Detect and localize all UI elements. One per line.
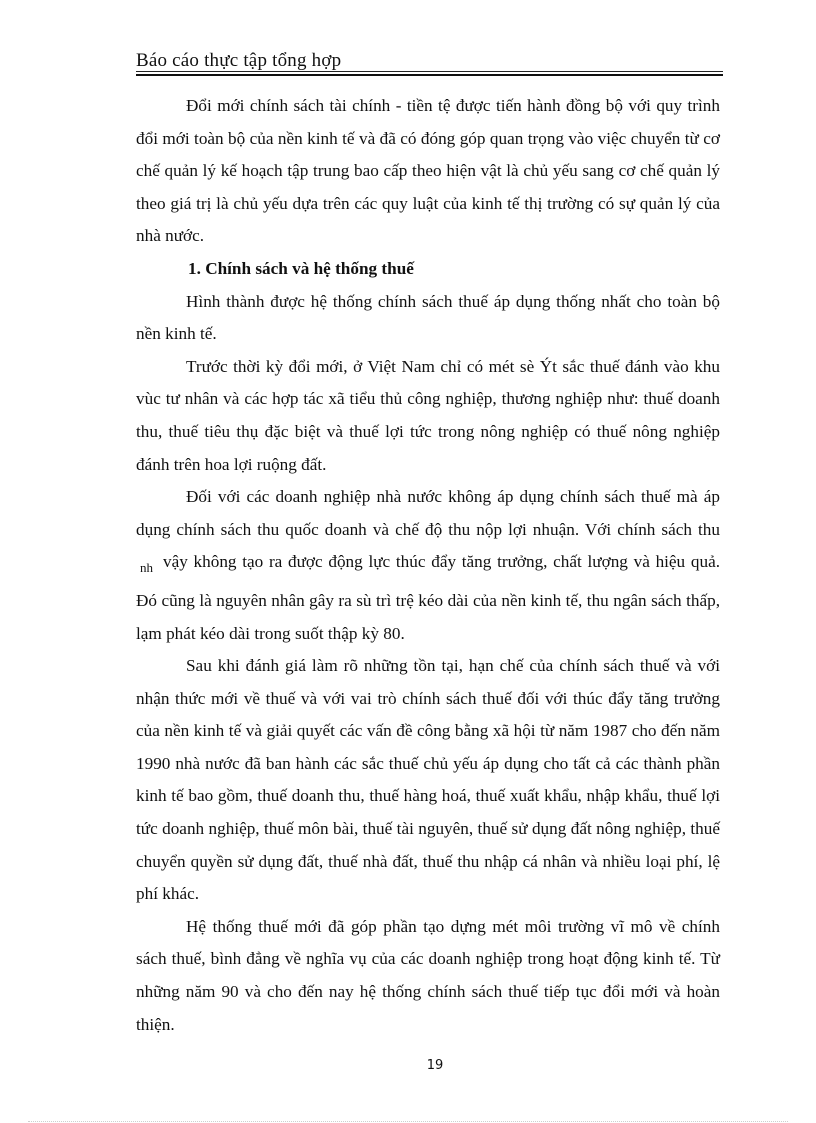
paragraph-3: Trước thời kỳ đổi mới, ở Việt Nam chỉ có mét sè Ýt sắc thuế đánh vào khu vùc tư nhân và các hợp tác xã tiểu thủ công nghiệp, thương nghiệp như: thuế doanh thu, thuế tiêu thụ đặc biệt và thuế lợi tức trong nông nghiệp có thuế nông nghiệp đánh trên hoa lợi ruộng đất.: [136, 356, 720, 474]
body-text: [136, 90, 720, 1041]
paragraph-1: Đổi mới chính sách tài chính - tiền tệ được tiến hành đồng bộ với quy trình đổi mới toàn bộ của nền kinh tế và đã có đóng góp quan trọng vào việc chuyển từ cơ chế quản lý kế hoạch tập trung bao cấp theo hiện vật là chủ yếu sang cơ chế quản lý theo giá trị là chủ yếu dựa trên các quy luật của kinh tế thị trường có sự quản lý của nhà nước.: [136, 96, 720, 246]
section-heading: 1. Chính sách và hệ thống thuế: [188, 258, 414, 278]
paragraph-2: Hình thành được hệ thống chính sách thuế áp dụng thống nhất cho toàn bộ nền kinh tế.: [136, 291, 720, 344]
paragraph-5: Sau khi đánh giá làm rõ những tồn tại, hạn chế của chính sách thuế và với nhận thức mới về thuế và với vai trò chính sách thuế đối với thúc đẩy tăng trưởng của nền kinh tế và giải quyết các vấn đề công bằng xã hội từ năm 1987 cho đến năm 1990 nhà nước đã ban hành các sắc thuế chủ yếu áp dụng cho tất cả các thành phần kinh tế bao gồm, thuế doanh thu, thuế hàng hoá, thuế xuất khẩu, nhập khẩu, thuế lợi tức doanh nghiệp, thuế môn bài, thuế tài nguyên, thuế sử dụng đất nông nghiệp, thuế chuyển quyền sử dụng đất, thuế nhà đất, thuế thu nhập cá nhân và nhiều loại phí, lệ phí khác.: [136, 656, 720, 904]
header-rule-thick: [136, 74, 723, 76]
paragraph-4: [136, 481, 720, 650]
page-number: 19: [426, 1058, 444, 1073]
paragraph-6: Hệ thống thuế mới đã góp phần tạo dựng mét môi trường vĩ mô về chính sách thuế, bình đẳng về nghĩa vụ của các doanh nghiệp trong hoạt động kinh tế. Từ những năm 90 và cho đến nay hệ thống chính sách thuế tiếp tục đổi mới và hoàn thiện.: [136, 916, 720, 1034]
header-rule-thin: [136, 71, 723, 72]
footer-dotted-line: [28, 1121, 788, 1122]
header-title: Báo cáo thực tập tổng hợp: [136, 50, 342, 71]
paragraph-4-start: Đối với các doanh nghiệp nhà nước không áp dụng chính sách thuế mà áp dụng chính sách thu quốc doanh và chế độ thu nộp lợi nhuận. Với chính sách thu: [136, 487, 720, 539]
paragraph-4-end: vậy không tạo ra được động lực thúc đẩy tăng trưởng, chất lượng và hiệu quả. Đó cũng là nguyên nhân gây ra sù trì trệ kéo dài của nền kinh tế, thu ngân sách thấp, lạm phát kéo dài trong suốt thập kỳ 80.: [136, 552, 720, 643]
paragraph-4-subscript: nh: [140, 560, 153, 576]
